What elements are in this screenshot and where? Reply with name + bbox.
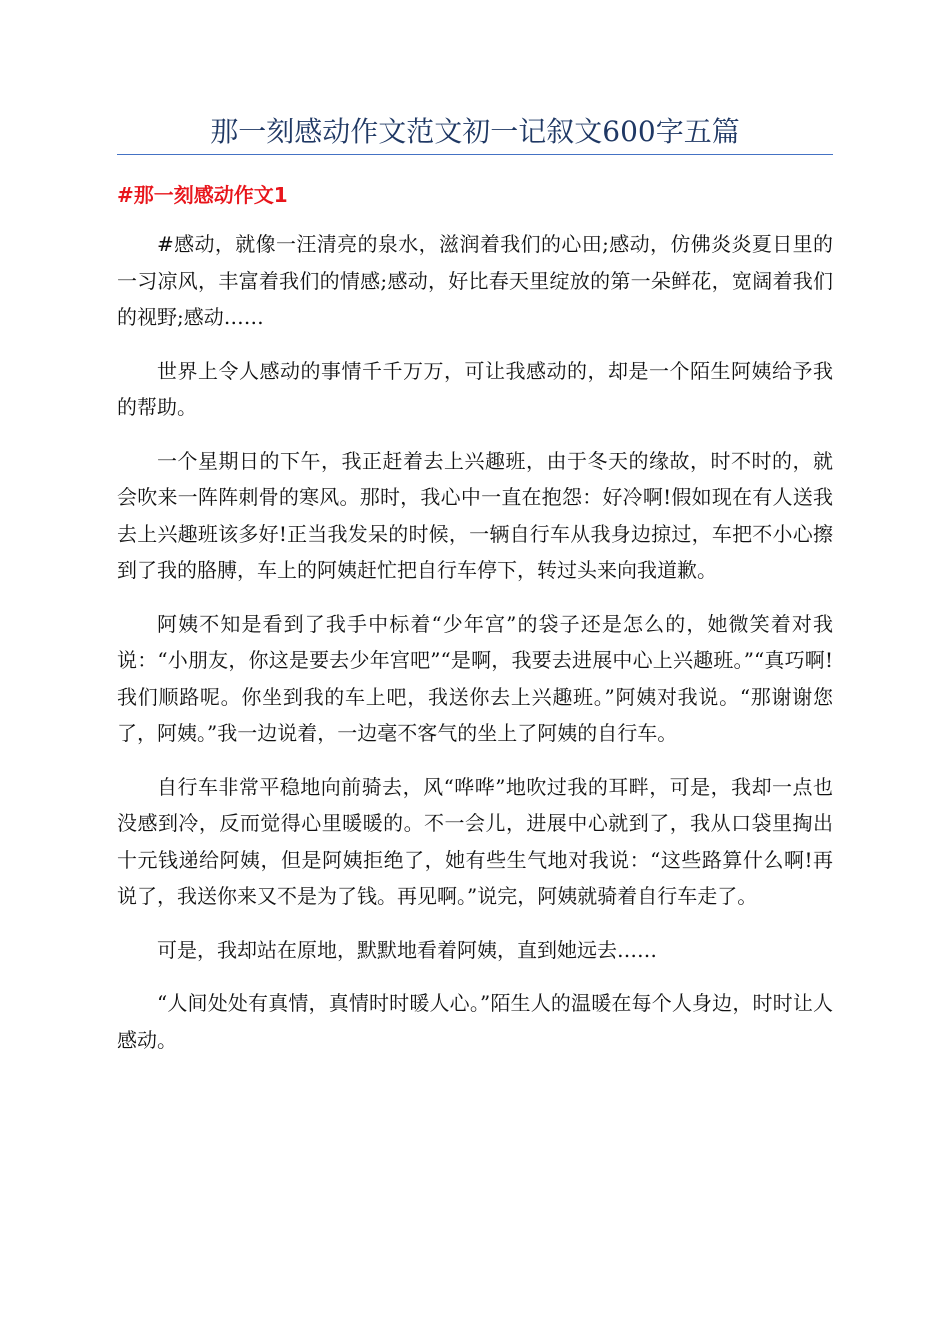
paragraph-2: 世界上令人感动的事情千千万万，可让我感动的，却是一个陌生阿姨给予我的帮助。 [117, 358, 833, 419]
paragraph-6: 可是，我却站在原地，默默地看着阿姨，直到她远去…… [157, 937, 657, 962]
paragraph-4: 阿姨不知是看到了我手中标着“少年宫”的袋子还是怎么的，她微笑着对我说：“小朋友，你这是要去少年宫吧”“是啊，我要去进展中心上兴趣班。”“真巧啊!我们顺路呢。你坐到我的车上吧，我送你去上兴趣班。”阿姨对我说。“那谢谢您了，阿姨。”我一边说着，一边毫不客气的坐上了阿姨的自行车。 [117, 611, 833, 745]
section-heading: #那一刻感动作文1 [117, 183, 288, 207]
article-body [117, 226, 833, 1075]
paragraph-7: “人间处处有真情，真情时时暖人心。”陌生人的温暖在每个人身边，时时让人感动。 [117, 991, 833, 1052]
paragraph-5: 自行车非常平稳地向前骑去，风“哗哗”地吹过我的耳畔，可是，我却一点也没感到冷，反而觉得心里暖暖的。不一会儿，进展中心就到了，我从口袋里掏出十元钱递给阿姨，但是阿姨拒绝了，她有些生气地对我说：“这些路算什么啊!再说了，我送你来又不是为了钱。再见啊。”说完，阿姨就骑着自行车走了。 [117, 774, 833, 908]
paragraph-3: 一个星期日的下午，我正赶着去上兴趣班，由于冬天的缘故，时不时的，就会吹来一阵阵刺骨的寒风。那时，我心中一直在抱怨：好冷啊!假如现在有人送我去上兴趣班该多好!正当我发呆的时候，一辆自行车从我身边掠过，车把不小心擦到了我的胳膊，车上的阿姨赶忙把自行车停下，转过头来向我道歉。 [117, 448, 833, 582]
title-underline [117, 154, 833, 155]
paragraph-1: #感动，就像一汪清亮的泉水，滋润着我们的心田;感动，仿佛炎炎夏日里的一习凉风，丰富着我们的情感;感动，好比春天里绽放的第一朵鲜花，宽阔着我们的视野;感动…… [117, 232, 833, 329]
document-title: 那一刻感动作文范文初一记叙文600字五篇 [210, 115, 740, 148]
